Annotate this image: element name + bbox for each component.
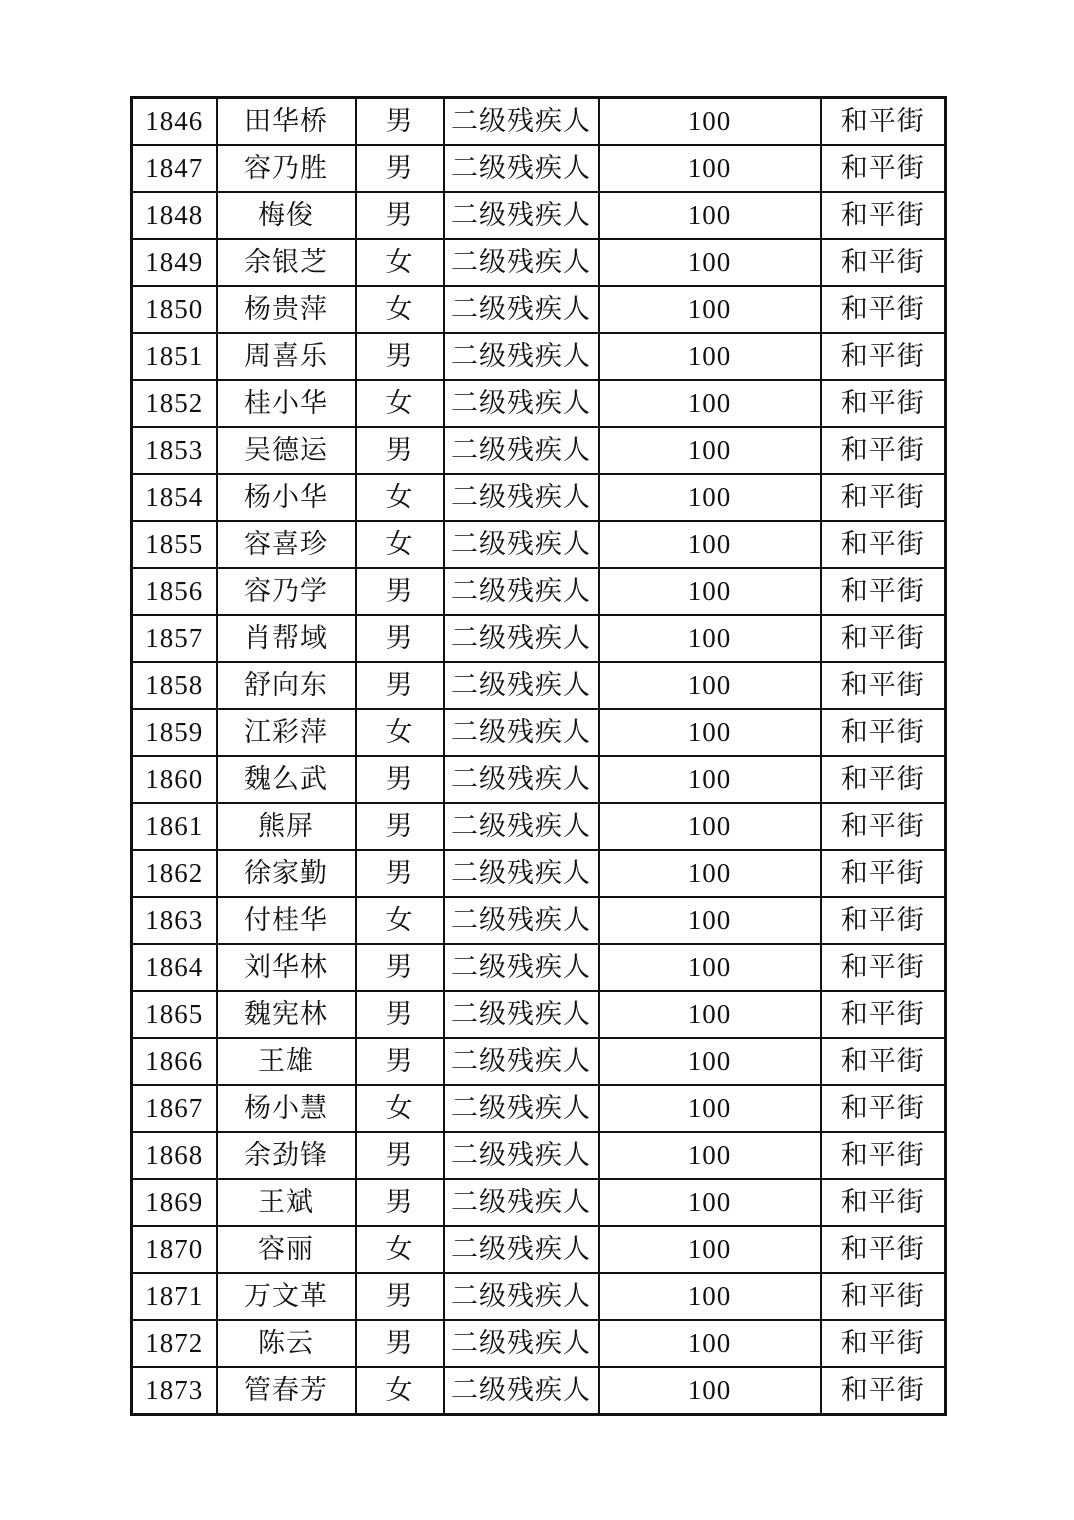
cell-street: 和平街 (821, 521, 946, 568)
cell-gender: 女 (356, 474, 444, 521)
cell-serial: 1872 (132, 1320, 217, 1367)
cell-street: 和平街 (821, 568, 946, 615)
cell-serial: 1873 (132, 1367, 217, 1415)
cell-serial: 1868 (132, 1132, 217, 1179)
cell-name: 徐家勤 (217, 850, 356, 897)
cell-amount: 100 (599, 1273, 821, 1320)
cell-name: 桂小华 (217, 380, 356, 427)
cell-serial: 1857 (132, 615, 217, 662)
cell-street: 和平街 (821, 1226, 946, 1273)
cell-category: 二级残疾人 (444, 1132, 599, 1179)
cell-amount: 100 (599, 756, 821, 803)
cell-amount: 100 (599, 286, 821, 333)
cell-amount: 100 (599, 991, 821, 1038)
cell-amount: 100 (599, 333, 821, 380)
cell-category: 二级残疾人 (444, 709, 599, 756)
cell-amount: 100 (599, 944, 821, 991)
cell-amount: 100 (599, 1038, 821, 1085)
cell-category: 二级残疾人 (444, 944, 599, 991)
cell-amount: 100 (599, 709, 821, 756)
cell-serial: 1849 (132, 239, 217, 286)
cell-street: 和平街 (821, 333, 946, 380)
cell-gender: 女 (356, 286, 444, 333)
table-row (132, 1367, 946, 1415)
cell-category: 二级残疾人 (444, 1179, 599, 1226)
table-row (132, 803, 946, 850)
cell-street: 和平街 (821, 1273, 946, 1320)
cell-street: 和平街 (821, 1179, 946, 1226)
cell-category: 二级残疾人 (444, 239, 599, 286)
cell-name: 田华桥 (217, 98, 356, 146)
cell-name: 熊屏 (217, 803, 356, 850)
cell-serial: 1860 (132, 756, 217, 803)
cell-gender: 男 (356, 850, 444, 897)
cell-serial: 1871 (132, 1273, 217, 1320)
cell-amount: 100 (599, 1320, 821, 1367)
cell-street: 和平街 (821, 944, 946, 991)
cell-street: 和平街 (821, 1038, 946, 1085)
cell-gender: 女 (356, 239, 444, 286)
cell-amount: 100 (599, 474, 821, 521)
cell-gender: 男 (356, 192, 444, 239)
cell-street: 和平街 (821, 897, 946, 944)
cell-category: 二级残疾人 (444, 803, 599, 850)
table-row (132, 709, 946, 756)
cell-street: 和平街 (821, 850, 946, 897)
cell-gender: 女 (356, 897, 444, 944)
cell-gender: 女 (356, 709, 444, 756)
cell-street: 和平街 (821, 991, 946, 1038)
cell-category: 二级残疾人 (444, 521, 599, 568)
cell-gender: 女 (356, 380, 444, 427)
table-row (132, 1038, 946, 1085)
cell-amount: 100 (599, 1367, 821, 1415)
cell-name: 魏宪林 (217, 991, 356, 1038)
table-row (132, 944, 946, 991)
cell-category: 二级残疾人 (444, 756, 599, 803)
cell-category: 二级残疾人 (444, 380, 599, 427)
cell-name: 容喜珍 (217, 521, 356, 568)
roster-table (130, 96, 947, 1416)
cell-street: 和平街 (821, 145, 946, 192)
cell-category: 二级残疾人 (444, 897, 599, 944)
table-row (132, 474, 946, 521)
cell-gender: 男 (356, 1320, 444, 1367)
cell-serial: 1852 (132, 380, 217, 427)
table-row (132, 568, 946, 615)
cell-category: 二级残疾人 (444, 662, 599, 709)
cell-street: 和平街 (821, 286, 946, 333)
roster-table-body (132, 98, 946, 1415)
cell-category: 二级残疾人 (444, 333, 599, 380)
cell-gender: 男 (356, 991, 444, 1038)
cell-category: 二级残疾人 (444, 427, 599, 474)
table-row (132, 1226, 946, 1273)
cell-gender: 男 (356, 568, 444, 615)
cell-gender: 男 (356, 944, 444, 991)
cell-category: 二级残疾人 (444, 286, 599, 333)
cell-name: 杨小华 (217, 474, 356, 521)
cell-gender: 男 (356, 615, 444, 662)
cell-name: 容乃胜 (217, 145, 356, 192)
cell-name: 刘华林 (217, 944, 356, 991)
cell-amount: 100 (599, 1132, 821, 1179)
cell-gender: 男 (356, 333, 444, 380)
cell-name: 陈云 (217, 1320, 356, 1367)
cell-name: 容乃学 (217, 568, 356, 615)
cell-category: 二级残疾人 (444, 192, 599, 239)
cell-gender: 男 (356, 427, 444, 474)
cell-gender: 男 (356, 1273, 444, 1320)
cell-category: 二级残疾人 (444, 1038, 599, 1085)
cell-street: 和平街 (821, 662, 946, 709)
cell-name: 吴德运 (217, 427, 356, 474)
cell-gender: 男 (356, 803, 444, 850)
cell-name: 王雄 (217, 1038, 356, 1085)
table-row (132, 897, 946, 944)
table-row (132, 991, 946, 1038)
cell-name: 王斌 (217, 1179, 356, 1226)
table-row (132, 427, 946, 474)
cell-category: 二级残疾人 (444, 1085, 599, 1132)
cell-name: 肖帮域 (217, 615, 356, 662)
cell-name: 余劲锋 (217, 1132, 356, 1179)
cell-amount: 100 (599, 145, 821, 192)
cell-gender: 女 (356, 1226, 444, 1273)
table-row (132, 1179, 946, 1226)
table-row (132, 286, 946, 333)
cell-amount: 100 (599, 1085, 821, 1132)
cell-street: 和平街 (821, 1132, 946, 1179)
cell-serial: 1846 (132, 98, 217, 146)
cell-serial: 1847 (132, 145, 217, 192)
cell-amount: 100 (599, 615, 821, 662)
cell-serial: 1856 (132, 568, 217, 615)
cell-street: 和平街 (821, 380, 946, 427)
table-row (132, 1085, 946, 1132)
cell-gender: 男 (356, 756, 444, 803)
cell-amount: 100 (599, 192, 821, 239)
cell-serial: 1853 (132, 427, 217, 474)
table-row (132, 1320, 946, 1367)
cell-street: 和平街 (821, 1085, 946, 1132)
cell-street: 和平街 (821, 756, 946, 803)
table-row (132, 756, 946, 803)
table-row (132, 192, 946, 239)
cell-category: 二级残疾人 (444, 1226, 599, 1273)
cell-street: 和平街 (821, 474, 946, 521)
cell-name: 管春芳 (217, 1367, 356, 1415)
table-row (132, 1273, 946, 1320)
cell-serial: 1864 (132, 944, 217, 991)
cell-category: 二级残疾人 (444, 98, 599, 146)
cell-serial: 1862 (132, 850, 217, 897)
table-row (132, 239, 946, 286)
cell-category: 二级残疾人 (444, 1320, 599, 1367)
cell-serial: 1865 (132, 991, 217, 1038)
table-row (132, 662, 946, 709)
cell-category: 二级残疾人 (444, 991, 599, 1038)
cell-amount: 100 (599, 98, 821, 146)
cell-name: 付桂华 (217, 897, 356, 944)
cell-name: 舒向东 (217, 662, 356, 709)
cell-amount: 100 (599, 568, 821, 615)
cell-street: 和平街 (821, 615, 946, 662)
table-row (132, 98, 946, 146)
cell-name: 余银芝 (217, 239, 356, 286)
cell-amount: 100 (599, 803, 821, 850)
cell-gender: 男 (356, 662, 444, 709)
table-row (132, 615, 946, 662)
cell-category: 二级残疾人 (444, 1273, 599, 1320)
cell-gender: 男 (356, 98, 444, 146)
cell-street: 和平街 (821, 239, 946, 286)
cell-street: 和平街 (821, 803, 946, 850)
table-row (132, 380, 946, 427)
roster-table-container (130, 96, 947, 1416)
cell-name: 杨贵萍 (217, 286, 356, 333)
cell-name: 周喜乐 (217, 333, 356, 380)
cell-name: 江彩萍 (217, 709, 356, 756)
cell-serial: 1850 (132, 286, 217, 333)
cell-street: 和平街 (821, 1320, 946, 1367)
cell-gender: 男 (356, 1132, 444, 1179)
cell-gender: 女 (356, 1085, 444, 1132)
cell-gender: 男 (356, 1179, 444, 1226)
cell-serial: 1848 (132, 192, 217, 239)
cell-category: 二级残疾人 (444, 615, 599, 662)
cell-gender: 男 (356, 1038, 444, 1085)
table-row (132, 145, 946, 192)
table-row (132, 1132, 946, 1179)
cell-amount: 100 (599, 662, 821, 709)
table-row (132, 333, 946, 380)
cell-amount: 100 (599, 427, 821, 474)
cell-gender: 男 (356, 145, 444, 192)
cell-category: 二级残疾人 (444, 850, 599, 897)
cell-amount: 100 (599, 521, 821, 568)
cell-street: 和平街 (821, 427, 946, 474)
cell-serial: 1855 (132, 521, 217, 568)
cell-name: 魏么武 (217, 756, 356, 803)
cell-serial: 1859 (132, 709, 217, 756)
cell-street: 和平街 (821, 709, 946, 756)
table-row (132, 850, 946, 897)
cell-name: 梅俊 (217, 192, 356, 239)
cell-gender: 女 (356, 521, 444, 568)
cell-street: 和平街 (821, 98, 946, 146)
cell-serial: 1861 (132, 803, 217, 850)
cell-category: 二级残疾人 (444, 145, 599, 192)
cell-gender: 女 (356, 1367, 444, 1415)
cell-serial: 1851 (132, 333, 217, 380)
table-row (132, 521, 946, 568)
cell-serial: 1867 (132, 1085, 217, 1132)
cell-category: 二级残疾人 (444, 474, 599, 521)
cell-name: 容丽 (217, 1226, 356, 1273)
cell-amount: 100 (599, 380, 821, 427)
cell-name: 杨小慧 (217, 1085, 356, 1132)
cell-street: 和平街 (821, 1367, 946, 1415)
cell-name: 万文革 (217, 1273, 356, 1320)
cell-amount: 100 (599, 850, 821, 897)
cell-serial: 1870 (132, 1226, 217, 1273)
cell-amount: 100 (599, 239, 821, 286)
cell-amount: 100 (599, 1179, 821, 1226)
cell-street: 和平街 (821, 192, 946, 239)
cell-category: 二级残疾人 (444, 1367, 599, 1415)
cell-serial: 1869 (132, 1179, 217, 1226)
cell-serial: 1866 (132, 1038, 217, 1085)
cell-serial: 1854 (132, 474, 217, 521)
cell-category: 二级残疾人 (444, 568, 599, 615)
cell-serial: 1863 (132, 897, 217, 944)
cell-serial: 1858 (132, 662, 217, 709)
cell-amount: 100 (599, 897, 821, 944)
cell-amount: 100 (599, 1226, 821, 1273)
